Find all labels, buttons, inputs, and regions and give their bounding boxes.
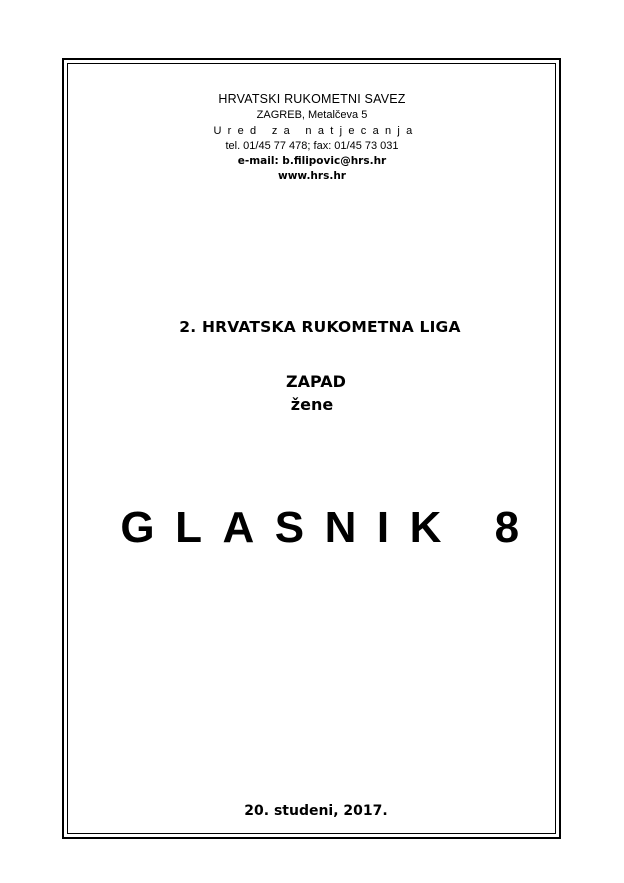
contact-phones: tel. 01/45 77 478; fax: 01/45 73 031 <box>225 140 399 152</box>
contact-email: e-mail: b.filipovic@hrs.hr <box>237 155 387 167</box>
office-name: Ured za natjecanja <box>213 125 419 137</box>
league-title: 2. HRVATSKA RUKOMETNA LIGA <box>179 318 461 336</box>
issue-date: 20. studeni, 2017. <box>244 803 388 819</box>
category-label: žene <box>290 395 334 414</box>
organization-address: ZAGREB, Metalčeva 5 <box>256 109 368 121</box>
bulletin-title: GLASNIK 8 <box>120 503 540 552</box>
website-link: www.hrs.hr <box>278 170 346 182</box>
organization-name: HRVATSKI RUKOMETNI SAVEZ <box>218 92 406 106</box>
region-label: ZAPAD <box>286 372 346 391</box>
